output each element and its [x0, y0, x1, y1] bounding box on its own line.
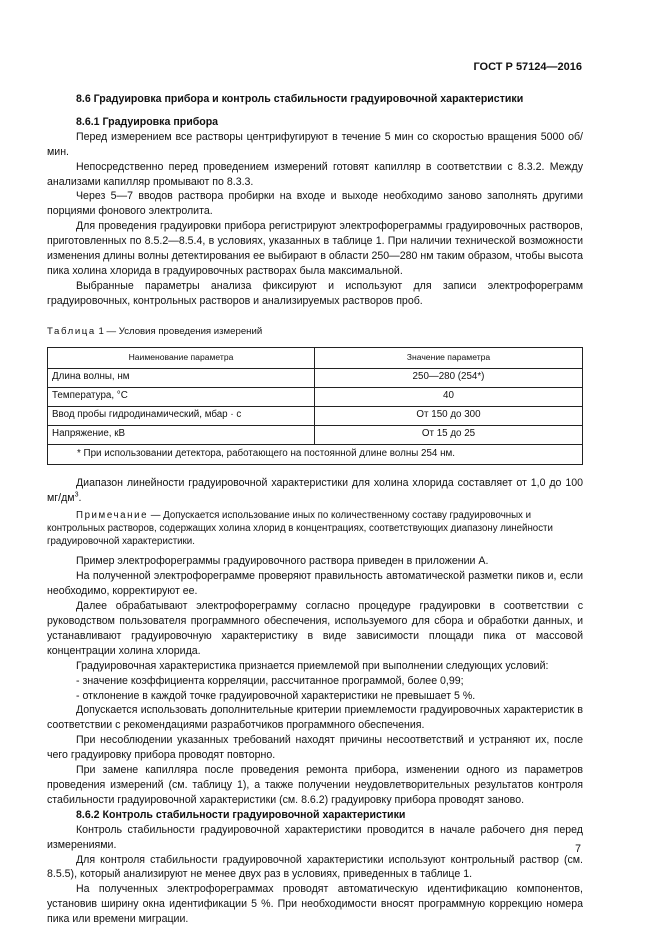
subsection-heading-8-6-1: 8.6.1 Градуировка прибора [76, 115, 219, 128]
table-row [48, 406, 583, 425]
table-footnote-row [48, 444, 583, 464]
table-cell: От 15 до 25 [315, 425, 583, 444]
paragraph: На полученных электрофореграммах проводят автоматическую идентификацию компонентов, установив ширину окна идентификации 5 %. При необходимости вносят программную коррекцию номера пика или времени миграции. [47, 883, 583, 926]
paragraph: Для контроля стабильности градуировочной характеристики используют контрольный раствор (см. 8.5.5), который анализируют не менее двух раз в условиях, приведенных в таблице 1. [47, 853, 583, 881]
page-number: 7 [575, 843, 581, 855]
linearity-superscript: 3 [74, 490, 79, 498]
paragraph: Непосредственно перед проведением измерений готовят капилляр в соответствии с 8.3.2. Между анализами капилляр промывают по 8.3.3. [47, 160, 583, 188]
conditions-table [47, 347, 583, 465]
linearity-end: . [78, 491, 82, 504]
table-cell: Ввод пробы гидродинамический, мбар · с [48, 406, 315, 425]
table-header-row [48, 347, 583, 368]
paragraph: Выбранные параметры анализа фиксируют и используют для записи электрофореграмм градуировочных, контрольных растворов и анализируемых растворов проб. [47, 279, 583, 307]
table-cell: Температура, °С [48, 387, 315, 406]
table-cell: Длина волны, нм [48, 368, 315, 387]
paragraph: Градуировочная характеристика признается приемлемой при выполнении следующих условий: [76, 659, 549, 672]
note-label: Примечание [76, 510, 149, 522]
paragraph: Для проведения градуировки прибора регистрируют электрофореграммы градуировочных растворов, приготовленных по 8.5.2—8.5.4, в условиях, указанных в таблице 1. При наличии технической возможности изменения длины волны детектирования ее выбирают в области 250—280 нм таким образом, чтобы высота пика холина хлорида в градуировочных растворах была максимальной. [47, 220, 583, 277]
linearity-text: Диапазон линейности градуировочной характеристики для холина хлорида составляет от 1,0 до 100 мг/дм [47, 476, 583, 504]
table-cell: Напряжение, кВ [48, 425, 315, 444]
column-header-value: Значение параметра [315, 347, 583, 368]
table-caption [47, 325, 583, 340]
paragraph: Допускается использовать дополнительные критерии приемлемости градуировочных характеристик в соответствии с рекомендациями разработчиков программного обеспечения. [47, 704, 583, 732]
table-cell: 40 [315, 387, 583, 406]
note-paragraph [47, 509, 583, 548]
table-row [48, 425, 583, 444]
table-row [48, 368, 583, 387]
paragraph: При замене капилляра после проведения ремонта прибора, изменении одного из параметров проведения измерений (см. таблицу 1), а также получении неудовлетворительных результатов контроля стабильности градуировочной характеристики (см. 8.6.2) градуировку прибора проводят заново. [47, 764, 583, 806]
subsection-heading-8-6-2: 8.6.2 Контроль стабильности градуировочной характеристики [76, 808, 406, 821]
list-item: - отклонение в каждой точке градуировочной характеристики не превышает 5 %. [76, 689, 476, 702]
table-cell: 250—280 (254*) [315, 368, 583, 387]
list-item: - значение коэффициента корреляции, рассчитанное программой, более 0,99; [76, 674, 464, 687]
column-header-parameter: Наименование параметра [48, 347, 315, 368]
paragraph: Далее обрабатывают электрофореграмму согласно процедуре градуировки в соответствии с руководством пользователя программного обеспечения, используемого для сбора и обработки данных, и устанавливают градуировочную характеристику в виде зависимости площади пика от массовой концентрации холина хлорида. [47, 600, 583, 657]
paragraph: Пример электрофореграммы градуировочного раствора приведен в приложении А. [76, 555, 489, 568]
paragraph: При несоблюдении указанных требований находят причины несоответствий и устраняют их, после чего градуировку прибора проводят повторно. [47, 734, 583, 762]
linearity-paragraph [47, 476, 583, 506]
content-column [47, 92, 583, 927]
paragraph: На полученной электрофореграмме проверяют правильность автоматической разметки пиков и, если необходимо, корректируют ее. [47, 570, 583, 598]
paragraph: Через 5—7 вводов раствора пробирки на входе и выходе необходимо заново заполнять другими порциями фонового электролита. [47, 190, 583, 218]
paragraph: Контроль стабильности градуировочной характеристики проводится в начале рабочего дня перед измерениями. [47, 823, 583, 851]
note-text: — Допускается использование иных по количественному составу градуировочных и контрольных растворов, содержащих холина хлорид в концентрациях, соответствующих диапазону линейности градуировочной характеристики. [47, 510, 553, 548]
paragraph: Перед измерением все растворы центрифугируют в течение 5 мин со скоростью вращения 5000 об/мин. [47, 130, 583, 158]
document-id-header: ГОСТ Р 57124—2016 [473, 61, 582, 73]
table-footnote: * При использовании детектора, работающего на постоянной длине волны 254 нм. [48, 444, 583, 464]
table-row [48, 387, 583, 406]
section-heading: 8.6 Градуировка прибора и контроль стабильности градуировочной характеристики [76, 93, 524, 105]
table-caption-text: 1 — Условия проведения измерений [98, 325, 263, 337]
table-caption-label: Таблица [47, 325, 96, 337]
table-cell: От 150 до 300 [315, 406, 583, 425]
